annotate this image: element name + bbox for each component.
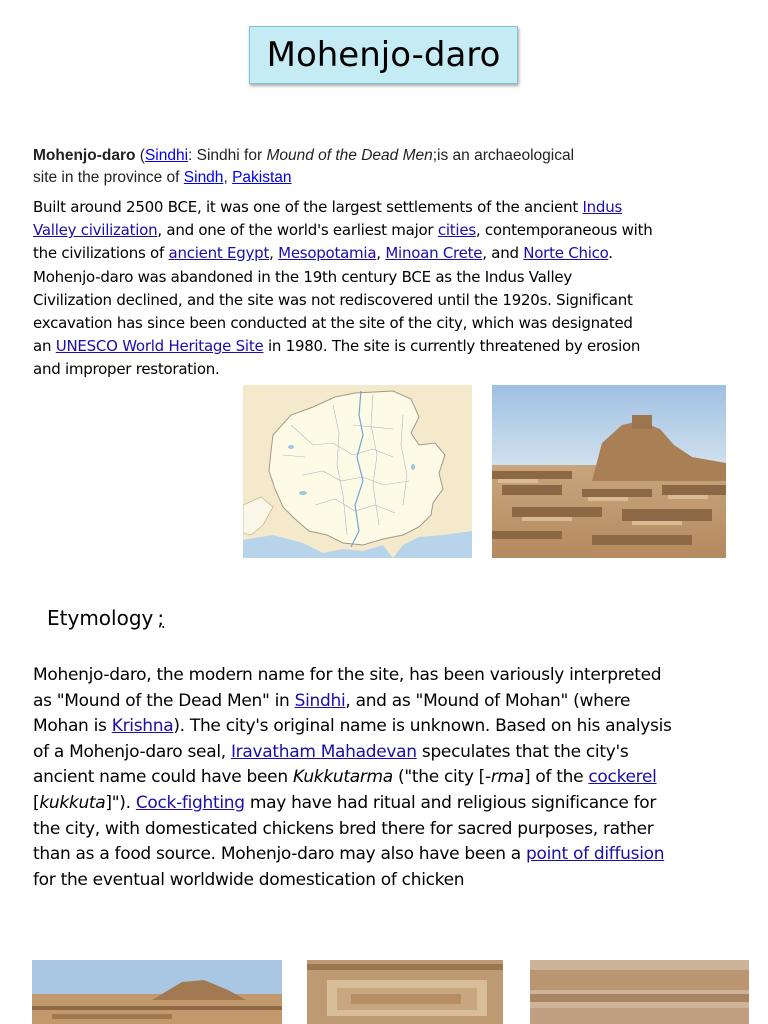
page-title: Mohenjo-daro — [249, 26, 518, 84]
sindh-map-image — [243, 385, 472, 558]
link-mesopotamia[interactable]: Mesopotamia — [278, 244, 377, 263]
intro-paragraph: Mohenjo-daro (Sindhi: Sindhi for Mound of the Dead Men;is an archaeological site in the province of Sindh, Pakistan — [33, 147, 575, 186]
link-indus-valley-civilization[interactable]: Indus Valley civilization — [33, 198, 623, 240]
history-paragraph: Built around 2500 BCE, it was one of the largest settlements of the ancient Indus Valley civilization, and one of the world's earliest major cities, contemporaneous with the civilizations of ancient Egypt, Mesopotamia, Minoan Crete, and Norte Chico. Mohenjo-daro was abandoned in the 19th century BCE as the Indus Valley Civilization declined, and the site was not rediscovered until the 1920s. Significant excavation has since been conducted at the site of the city, which was designated an UNESCO World Heritage Site in 1980. The site is currently threatened by erosion and improper restoration. — [33, 198, 653, 379]
link-pakistan[interactable]: Pakistan — [232, 169, 292, 186]
link-krishna[interactable]: Krishna — [111, 716, 174, 737]
artifact-seal-photo — [530, 960, 749, 1024]
link-minoan-crete[interactable]: Minoan Crete — [385, 244, 483, 263]
link-unesco-world-heritage-site[interactable]: UNESCO World Heritage Site — [55, 337, 264, 356]
link-sindhi[interactable]: Sindhi — [144, 147, 189, 164]
etymology-heading: Etymology ; — [47, 606, 165, 630]
excavated-ruins-photo — [307, 960, 503, 1024]
link-iravatham-mahadevan[interactable]: Iravatham Mahadevan — [230, 741, 417, 762]
link-norte-chico[interactable]: Norte Chico — [523, 244, 609, 263]
link-cock-fighting[interactable]: Cock-fighting — [135, 792, 245, 813]
link-sindhi-language[interactable]: Sindhi — [294, 690, 346, 711]
etymology-paragraph: Mohenjo-daro, the modern name for the site, has been variously interpreted as "Mound of the Dead Men" in Sindhi, and as "Mound of Mohan" (where Mohan is Krishna). The city's original name is unknown. Based on his analysis of a Mohenjo-daro seal, Iravatham Mahadevan speculates that the city's ancient name could have been Kukkutarma ("the city [-rma] of the cockerel [kukkuta]"). Cock-fighting may have had ritual and religious significance for the city, with domesticated chickens bred there for sacred purposes, rather than as a food source. Mohenjo-daro may also have been a point of diffusion for the eventual worldwide domestication of chicken — [33, 665, 672, 890]
stupa-mound-photo — [32, 960, 282, 1024]
mohenjo-daro-ruins-photo — [492, 385, 726, 558]
link-sindh[interactable]: Sindh — [183, 169, 224, 186]
link-cities[interactable]: cities — [437, 221, 476, 240]
link-cockerel[interactable]: cockerel — [588, 767, 657, 788]
link-point-of-diffusion[interactable]: point of diffusion — [526, 844, 665, 865]
link-ancient-egypt[interactable]: ancient Egypt — [168, 244, 270, 263]
intro-bold-title: Mohenjo-daro — [33, 147, 136, 164]
